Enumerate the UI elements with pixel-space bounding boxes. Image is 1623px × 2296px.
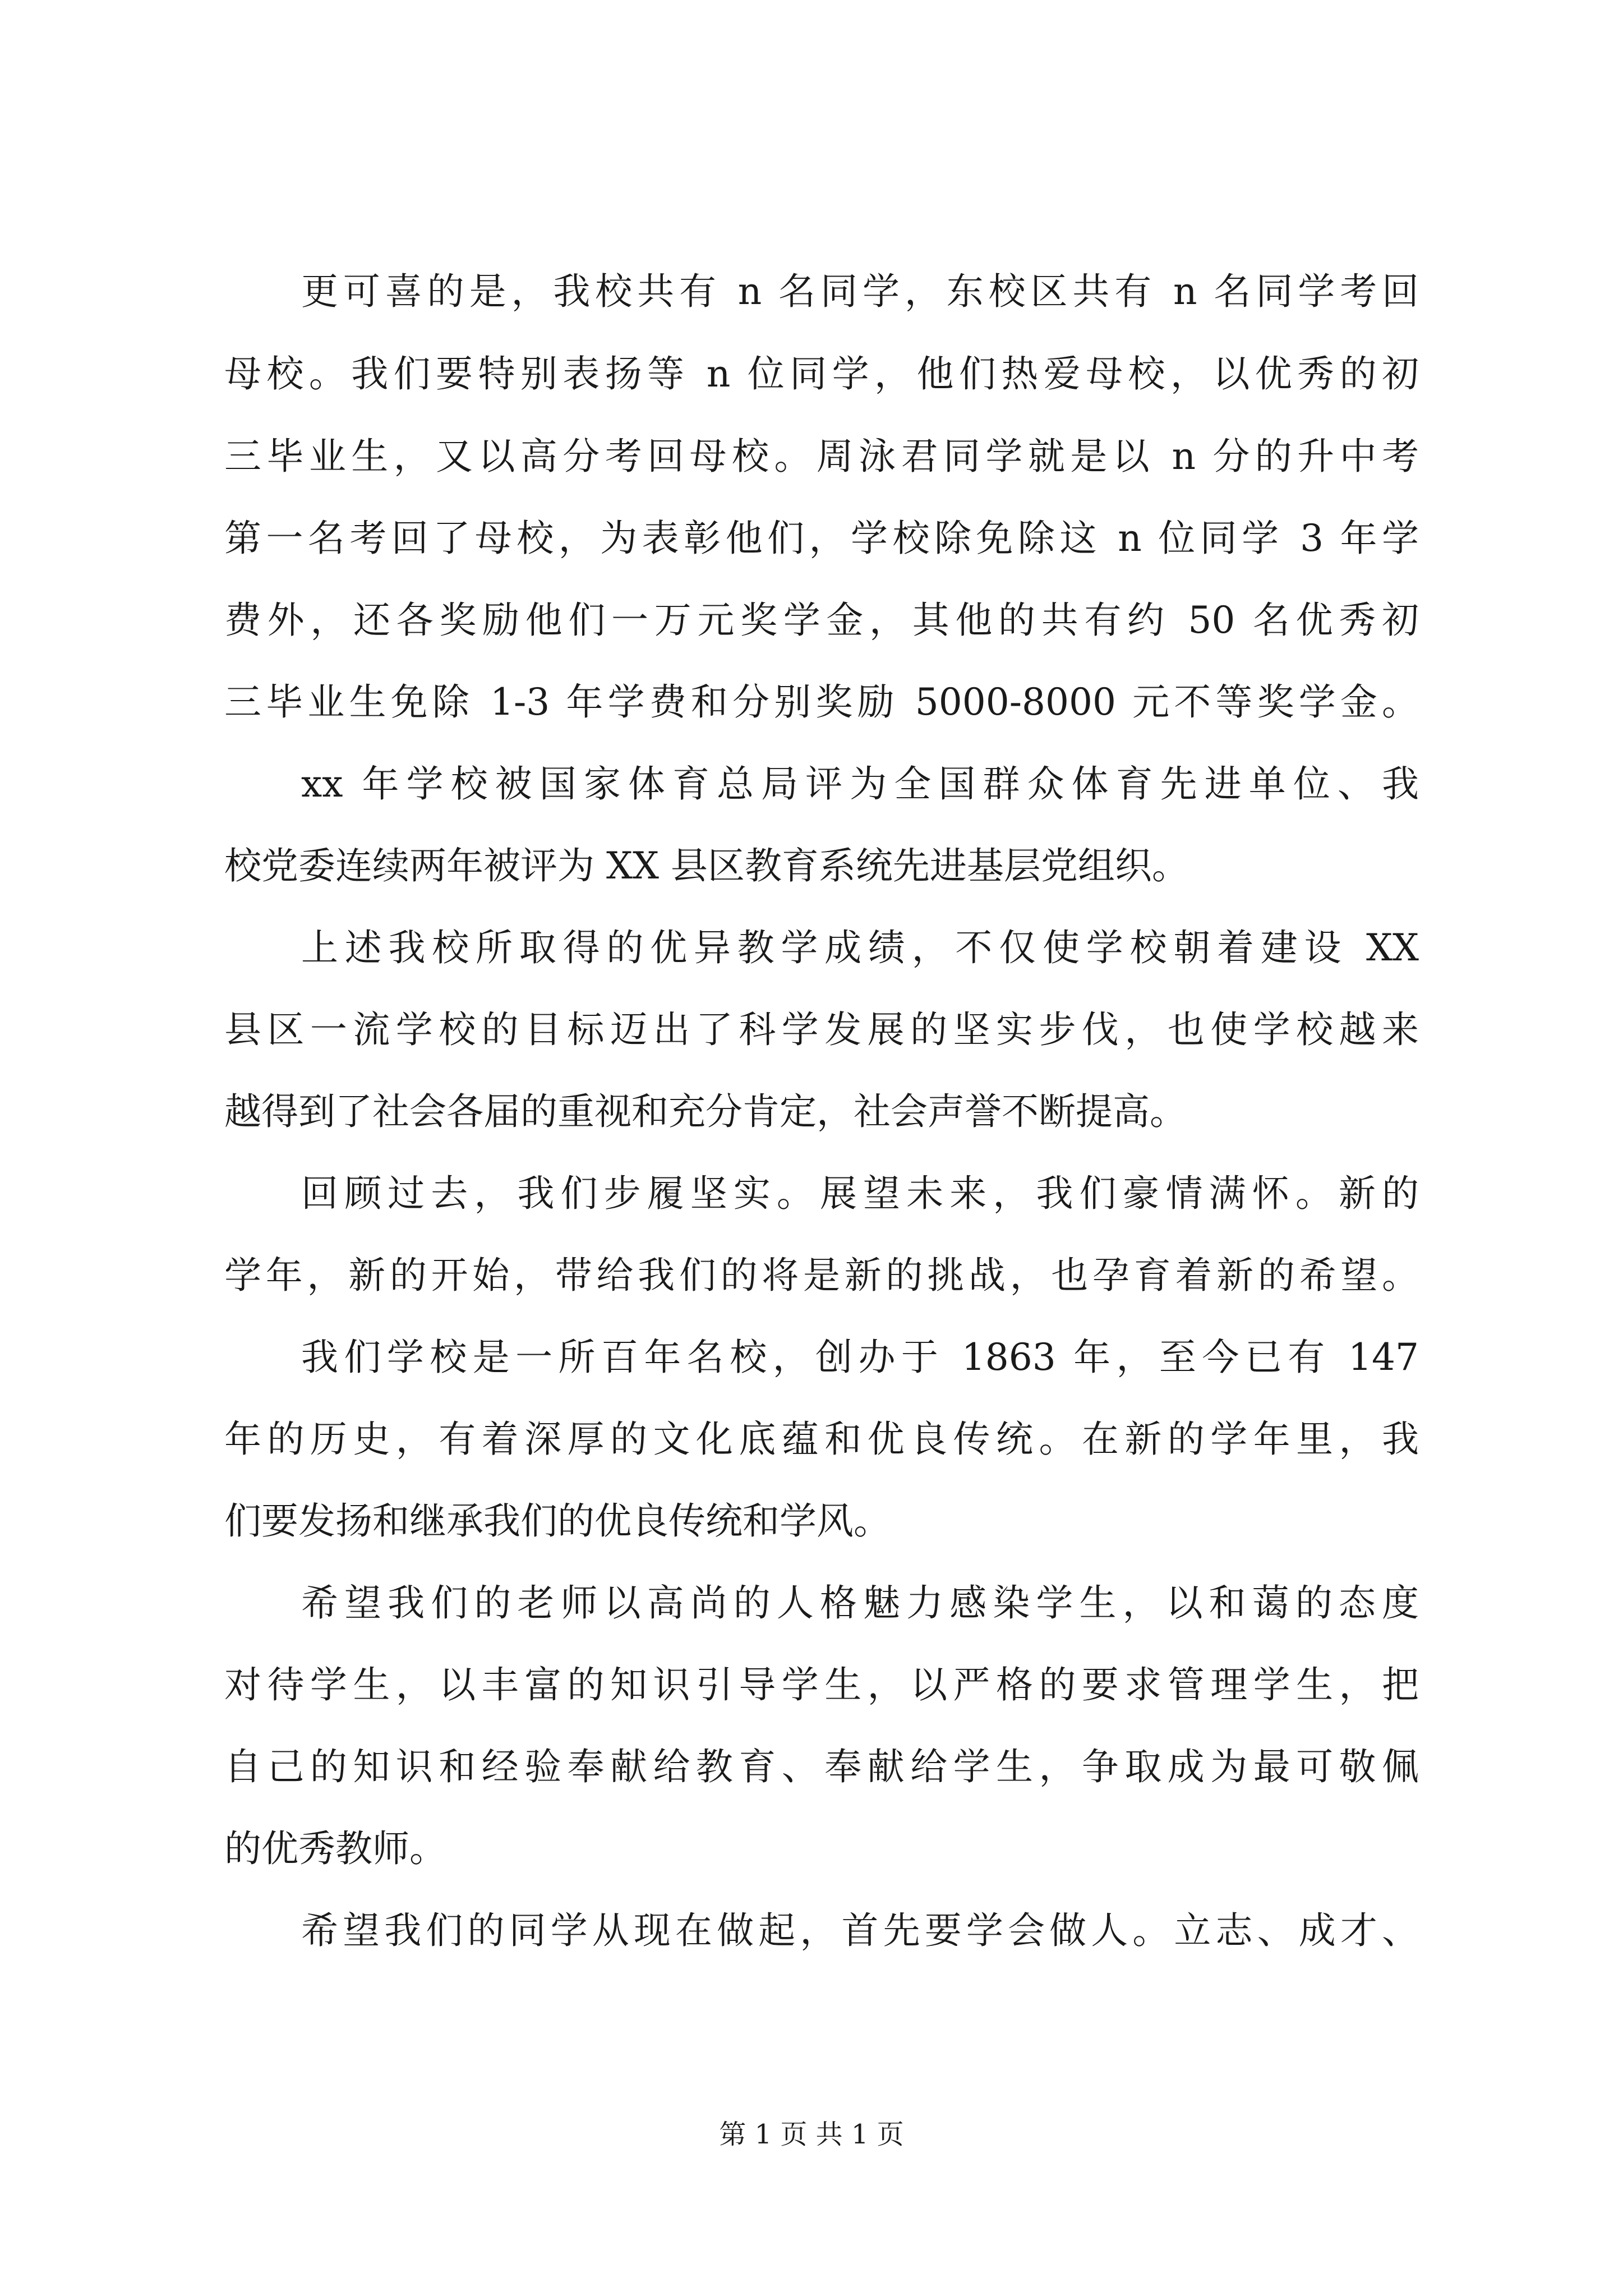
- text-line: 更可喜的是，我校共有 n 名同学，东校区共有 n 名同学考回: [301, 270, 1419, 313]
- text-line: 第一名考回了母校，为表彰他们，学校除免除这 n 位同学 3 年学: [224, 517, 1419, 560]
- text-line: 越得到了社会各届的重视和充分肯定，社会声誉不断提高。: [224, 1090, 1187, 1133]
- text-line: 三毕业生，又以高分考回母校。周泳君同学就是以 n 分的升中考: [224, 435, 1419, 478]
- text-line: 学年，新的开始，带给我们的将是新的挑战，也孕育着新的希望。: [224, 1254, 1419, 1297]
- page-footer: [0, 2115, 1623, 2154]
- page-number-label: 第 1 页 共 1 页: [719, 2119, 904, 2150]
- text-line: 的优秀教师。: [224, 1827, 446, 1870]
- text-line: 校党委连续两年被评为 XX 县区教育系统先进基层党组织。: [224, 844, 1189, 887]
- text-line: 希望我们的老师以高尚的人格魅力感染学生，以和蔼的态度: [301, 1581, 1419, 1625]
- text-line: 年的历史，有着深厚的文化底蕴和优良传统。在新的学年里，我: [224, 1418, 1419, 1461]
- text-line: 自己的知识和经验奉献给教育、奉献给学生，争取成为最可敬佩: [224, 1745, 1419, 1788]
- text-line: 母校。我们要特别表扬等 n 位同学，他们热爱母校，以优秀的初: [224, 352, 1419, 395]
- text-line: xx 年学校被国家体育总局评为全国群众体育先进单位、我: [301, 762, 1419, 806]
- text-line: 希望我们的同学从现在做起，首先要学会做人。立志、成才、: [301, 1909, 1419, 1952]
- text-line: 三毕业生免除 1-3 年学费和分别奖励 5000-8000 元不等奖学金。: [224, 680, 1419, 724]
- text-line: 们要发扬和继承我们的优良传统和学风。: [224, 1499, 891, 1543]
- text-line: 回顾过去，我们步履坚实。展望未来，我们豪情满怀。新的: [301, 1172, 1419, 1215]
- text-line: 上述我校所取得的优异教学成绩，不仅使学校朝着建设 XX: [301, 926, 1419, 969]
- text-line: 费外，还各奖励他们一万元奖学金，其他的共有约 50 名优秀初: [224, 599, 1419, 642]
- text-line: 对待学生，以丰富的知识引导学生，以严格的要求管理学生，把: [224, 1663, 1419, 1706]
- text-line: 县区一流学校的目标迈出了科学发展的坚实步伐，也使学校越来: [224, 1008, 1419, 1051]
- text-line: 我们学校是一所百年名校，创办于 1863 年，至今已有 147: [301, 1336, 1419, 1379]
